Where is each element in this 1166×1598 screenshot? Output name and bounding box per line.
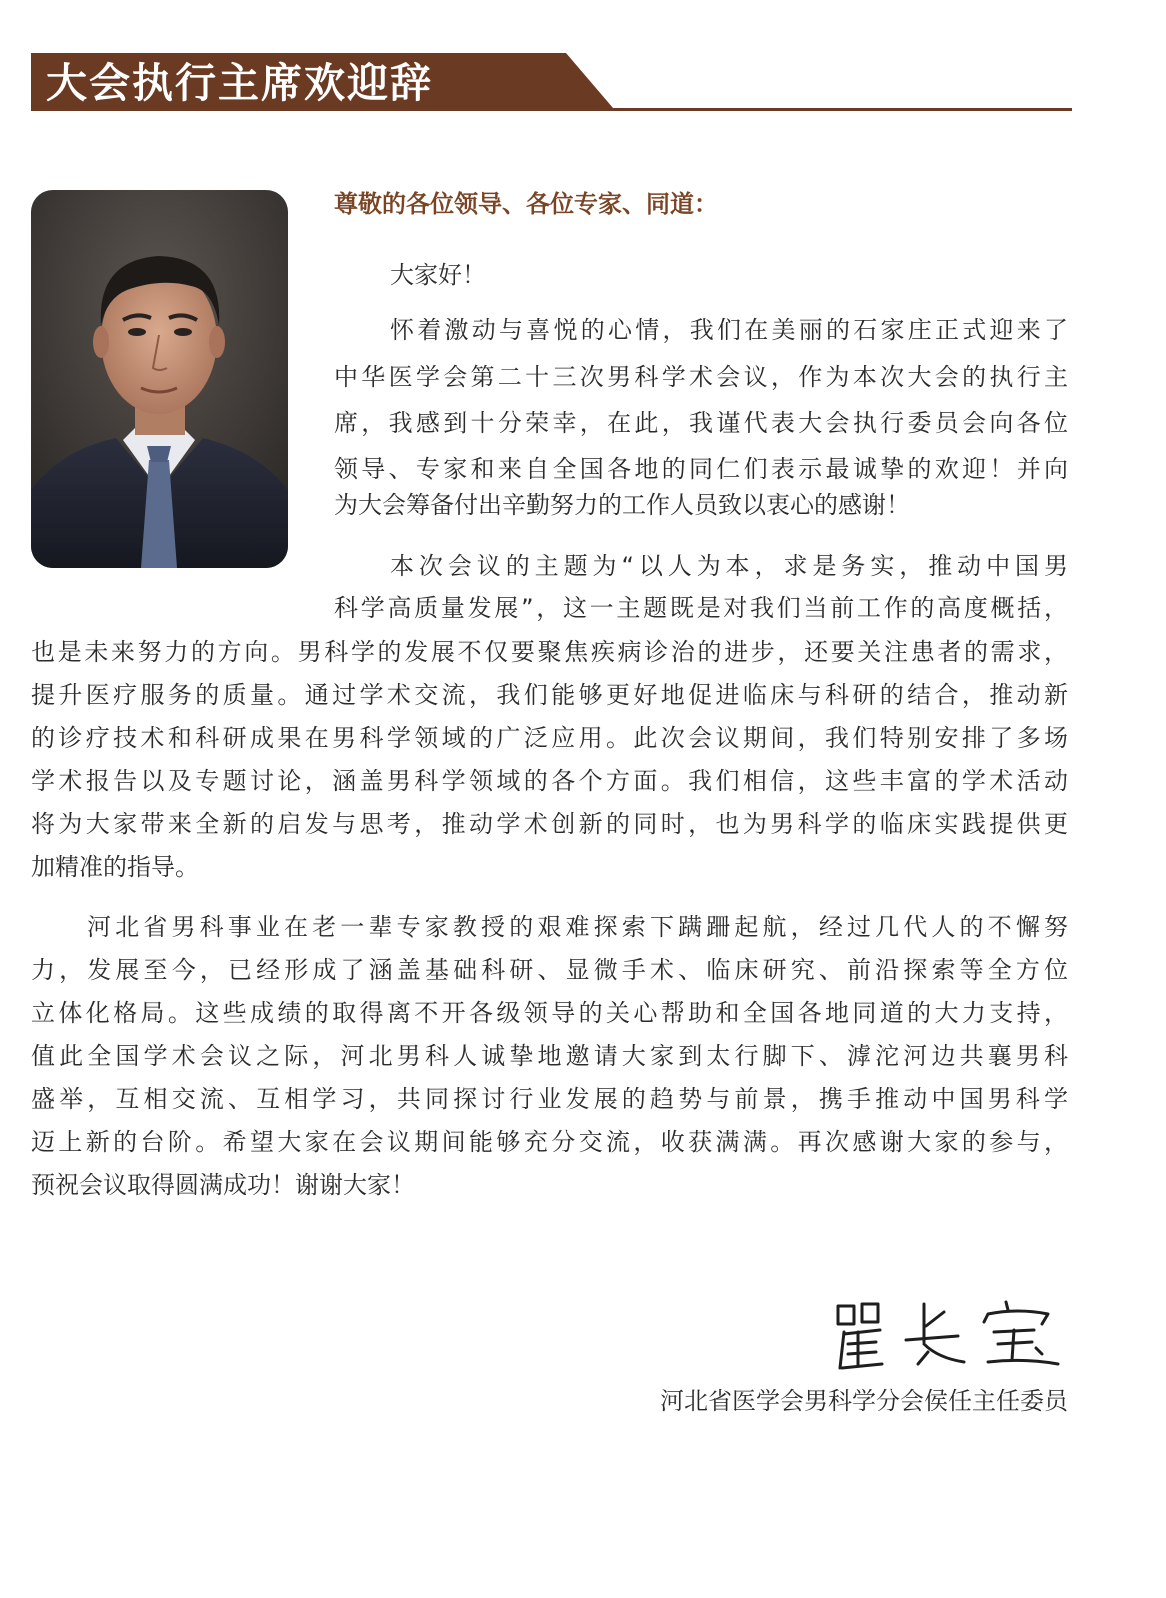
letter-line: 席，我感到十分荣幸，在此，我谨代表大会执行委员会向各位 — [334, 409, 1068, 437]
page-title: 大会执行主席欢迎辞 — [46, 59, 433, 107]
letter-line: 提升医疗服务的质量。通过学术交流，我们能够更好地促进临床与科研的结合，推动新 — [31, 681, 1068, 709]
letter-line: 本次会议的主题为“以人为本，求是务实，推动中国男 — [390, 552, 1068, 580]
letter-line: 河北省男科事业在老一辈专家教授的艰难探索下蹒跚起航，经过几代人的不懈努 — [87, 913, 1068, 941]
letter-line: 将为大家带来全新的启发与思考，推动学术创新的同时，也为男科学的临床实践提供更 — [31, 810, 1068, 838]
letter-line: 值此全国学术会议之际，河北男科人诚挚地邀请大家到太行脚下、滹沱河边共襄男科 — [31, 1042, 1068, 1070]
letter-line: 盛举，互相交流、互相学习，共同探讨行业发展的趋势与前景，携手推动中国男科学 — [31, 1085, 1068, 1113]
handwritten-signature — [828, 1298, 1068, 1378]
letter-line: 立体化格局。这些成绩的取得离不开各级领导的关心帮助和全国各地同道的大力支持， — [31, 999, 1068, 1027]
letter-line: 也是未来努力的方向。男科学的发展不仅要聚焦疾病诊治的进步，还要关注患者的需求， — [31, 638, 1068, 666]
letter-line: 加精准的指导。 — [31, 853, 199, 881]
letter-line: 学术报告以及专题讨论，涵盖男科学领域的各个方面。我们相信，这些丰富的学术活动 — [31, 767, 1068, 795]
letter-line: 预祝会议取得圆满成功！谢谢大家！ — [31, 1171, 415, 1199]
letter-line: 为大会筹备付出辛勤努力的工作人员致以衷心的感谢！ — [334, 491, 910, 519]
letter-line: 中华医学会第二十三次男科学术会议，作为本次大会的执行主 — [334, 363, 1068, 391]
signer-title: 河北省医学会男科学分会侯任主任委员 — [660, 1387, 1068, 1415]
letter-line: 领导、专家和来自全国各地的同仁们表示最诚挚的欢迎！并向 — [334, 455, 1068, 483]
letter-line: 力，发展至今，已经形成了涵盖基础科研、显微手术、临床研究、前沿探索等全方位 — [31, 956, 1068, 984]
letter-salutation: 尊敬的各位领导、各位专家、同道： — [334, 190, 718, 218]
letter-line: 怀着激动与喜悦的心情，我们在美丽的石家庄正式迎来了 — [390, 316, 1068, 344]
letter-line: 迈上新的台阶。希望大家在会议期间能够充分交流，收获满满。再次感谢大家的参与， — [31, 1128, 1068, 1156]
letter-line: 科学高质量发展”，这一主题既是对我们当前工作的高度概括， — [334, 594, 1068, 622]
letter-greeting: 大家好！ — [390, 261, 486, 289]
letter-line: 的诊疗技术和科研成果在男科学领域的广泛应用。此次会议期间，我们特别安排了多场 — [31, 724, 1068, 752]
